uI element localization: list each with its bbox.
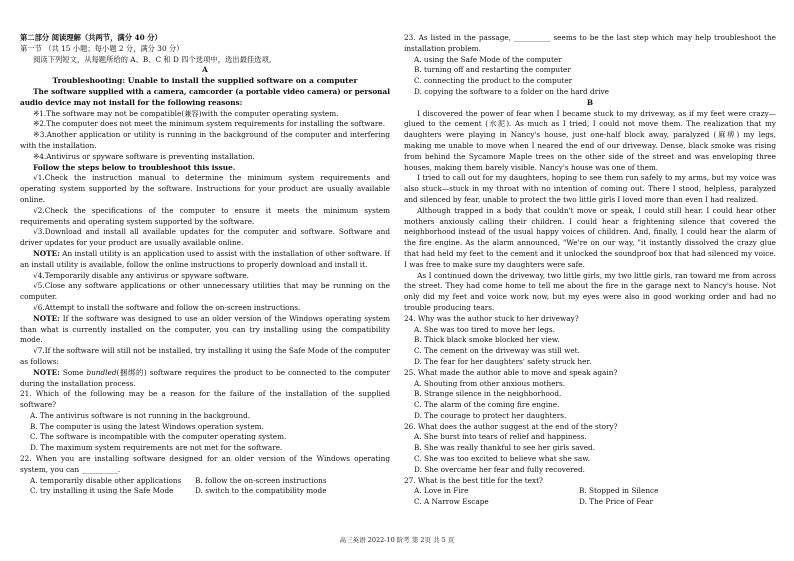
note-label: NOTE: — [33, 248, 60, 258]
subsection-title: 第一节 （共 15 小题；每小题 2 分，满分 30 分） — [20, 43, 184, 53]
note-paragraph — [20, 249, 390, 271]
passage-a-title: Troubleshooting: Unable to install the supplied software on a computer — [52, 76, 358, 86]
passage-letter-a: A — [202, 65, 208, 75]
question-27-option: C. A Narrow Escape — [414, 497, 489, 507]
question-22-option: C. try installing it using the Safe Mode — [30, 486, 174, 496]
question-24-option: A. She was too tired to move her legs. — [414, 324, 555, 334]
passage-b-paragraph: Although trapped in a body that couldn't move or speak, I could still hear. I could hear other mothers anxiously calling their children. I could hear a frightening silence that covered the neighborhood instead of the usual happy voices of children. And, finally, I could hear the alarm of the fire engine. As the alarm announced, "We're on our way, "it instantly dissolved the crazy glue that had held my feet to the cement and it unlocked the soundproof box that had silenced my voice. I was free to make sure my daughters were safe. — [404, 205, 776, 269]
reason-item: ※2.The computer does not meet the minimum system requirements for installing the software. — [33, 119, 386, 129]
question-25-option: C. The alarm of the coming fire engine. — [414, 400, 560, 410]
question-21-option: D. The maximum system requirements are not met for the software. — [30, 443, 283, 453]
question-27-options-row — [404, 486, 776, 497]
step-item: √3.Download and install all available updates for the computer and software. Software and driver updates for your product are usually available online. — [20, 227, 390, 248]
page-footer: 高三英语 2022-10 阶考 第 2页 共 5 页 — [339, 536, 455, 544]
question-27-stem: 27. What is the best title for the text? — [404, 475, 543, 485]
reason-item: ※1.The software may not be compatible(兼容)with the computer operating system. — [33, 108, 339, 118]
instructions: 阅读下列短文，从每题所给的 A、B、C 和 D 四个选项中，选出最佳选项。 — [33, 54, 277, 64]
question-26-option: A. She burst into tears of relief and happiness. — [414, 432, 587, 442]
note-text: If the software was designed to use an older version of the Windows operating system than what is currently installed on the computer, you can try installing using the compatibility mode. — [20, 313, 390, 345]
question-23-option: B. turning off and restarting the computer — [414, 65, 571, 75]
step-item: √2.Check the specifications of the computer to ensure it meets the minimum system requirements and operating system supported by the software. — [20, 205, 390, 226]
step-item: √6.Attempt to install the software and follow the on-screen instructions. — [33, 302, 301, 312]
question-27-option: D. The Price of Fear — [579, 497, 654, 507]
question-27-option: B. Stopped in Silence — [579, 486, 659, 496]
question-23-option: C. connecting the product to the computer — [414, 76, 573, 86]
note-label: NOTE: — [33, 313, 60, 323]
note-text: Some — [59, 367, 87, 377]
note-text: An install utility is an application used to assist with the installation of other software. If an install utility is available, follow the online instructions to properly download and install it. — [20, 248, 390, 269]
note-text: (捆绑的) software requires the product to be connected to the computer during the installation process. — [20, 367, 390, 388]
question-21-option: A. The antivirus software is not running in the background. — [30, 410, 251, 420]
step-item: √7.If the software will still not be installed, try installing it using the Safe Mode of the computer as follows: — [20, 346, 390, 366]
question-22-option: B. follow the on-screen instructions — [195, 475, 327, 485]
reason-item: ※3.Another application or utility is running in the background of the computer and interfering with the installation. — [20, 130, 390, 150]
section-title: 第二部分 阅读理解（共两节，满分 40 分） — [20, 33, 162, 42]
passage-b-paragraph: I discovered the power of fear when I became stuck to my driveway, as if my feet were crazy—glued to the cement (水泥). As much as I tried, I could not move them. The realization that my daughters were playing in Nancy's house, just one-half block away, paralyzed (麻痹) my legs, making me unable to move when I neared the end of our driveway. Dense, black smoke was rising from behind the Sycamore Maple trees on the other side of the street and was enveloping three houses, making them barely visible. Nancy's house was one of them. — [404, 108, 776, 172]
step-item: √1.Check the instruction manual to determine the minimum system requirements and operating system supported by the software. Instructions for your product are usually available online. — [20, 173, 390, 204]
question-27-options-row — [404, 497, 776, 508]
note-paragraph — [20, 314, 390, 346]
question-22-options-row — [20, 486, 390, 497]
question-26-option: D. She overcame her fear and fully recovered. — [414, 464, 585, 474]
step-item: √4.Temporarily disable any antivirus or spyware software. — [33, 270, 249, 280]
passage-b-paragraph: As I continued down the driveway, two little girls, my two little girls, ran toward me from across the street. They had come home to tell me about the fire in the garage next to Nancy's house. Not only did my feet and voice work now, but my eyes were also in good working order and had no trouble producing tears. — [404, 270, 776, 312]
reason-item: ※4.Antivirus or spyware software is preventing installation. — [33, 151, 255, 161]
passage-a-intro: The software supplied with a camera, camcorder (a portable video camera) or personal audio device may not install for the following reasons: — [20, 86, 390, 107]
question-22-option: D. switch to the compatibility mode — [195, 486, 327, 496]
question-27-option: A. Love in Fire — [414, 486, 469, 496]
question-23-option: D. copying the software to a folder on the hard drive — [414, 86, 609, 96]
note-italic-word: bundled — [86, 367, 117, 377]
question-25-option: A. Shouting from other anxious mothers. — [414, 378, 566, 388]
question-26-stem: 26. What does the author suggest at the end of the story? — [404, 421, 618, 431]
question-22-options-row — [20, 476, 390, 487]
question-25-option: D. The courage to protect her daughters. — [414, 410, 567, 420]
question-23-stem: 23. As listed in the passage, __________ seems to be the last step which may help troubleshoot the installation problem. — [404, 33, 776, 53]
passage-letter-b: B — [586, 97, 594, 107]
question-26-option: C. She was too excited to believe what she saw. — [414, 454, 590, 464]
question-22-stem: 22. When you are installing software designed for an older version of the Windows operating system, you can __________. — [20, 454, 390, 474]
question-21-option: B. The computer is using the latest Windows operation system. — [30, 421, 264, 431]
passage-b-paragraph: I tried to call out for my daughters, hoping to see them run safely to my arms, but my voice was also stuck—stuck in my throat with no intention of coming out. There I stood, helpless, paralyzed and silenced by fear, unable to protect the two little girls I loved more than even I had realized. — [404, 173, 776, 204]
note-paragraph — [20, 368, 390, 390]
right-column — [404, 33, 776, 508]
question-25-stem: 25. What made the author able to move and speak again? — [404, 367, 618, 377]
question-24-option: B. Thick black smoke blocked her view. — [414, 335, 560, 345]
left-column — [20, 33, 390, 497]
steps-heading: Follow the steps below to troubleshoot this issue. — [33, 162, 236, 172]
question-24-option: D. The fear for her daughters' safety struck her. — [414, 356, 592, 366]
question-21-stem: 21. Which of the following may be a reason for the failure of the installation of the supplied software? — [20, 389, 390, 410]
step-item: √5.Close any software applications or other unnecessary utilities that may be running on the computer. — [20, 281, 390, 302]
note-label: NOTE: — [33, 367, 60, 377]
question-24-stem: 24. Why was the author stuck to her driveway? — [404, 313, 579, 323]
question-24-option: C. The cement on the driveway was still wet. — [414, 346, 580, 356]
question-22-option: A. temporarily disable other applications — [30, 475, 182, 485]
question-25-option: B. Strange silence in the neighborhood. — [414, 389, 562, 399]
question-26-option: B. She was really thankful to see her girls saved. — [414, 443, 596, 453]
question-23-option: A. using the Safe Mode of the computer — [414, 54, 562, 64]
question-21-option: C. The software is incompatible with the computer operating system. — [30, 432, 287, 442]
